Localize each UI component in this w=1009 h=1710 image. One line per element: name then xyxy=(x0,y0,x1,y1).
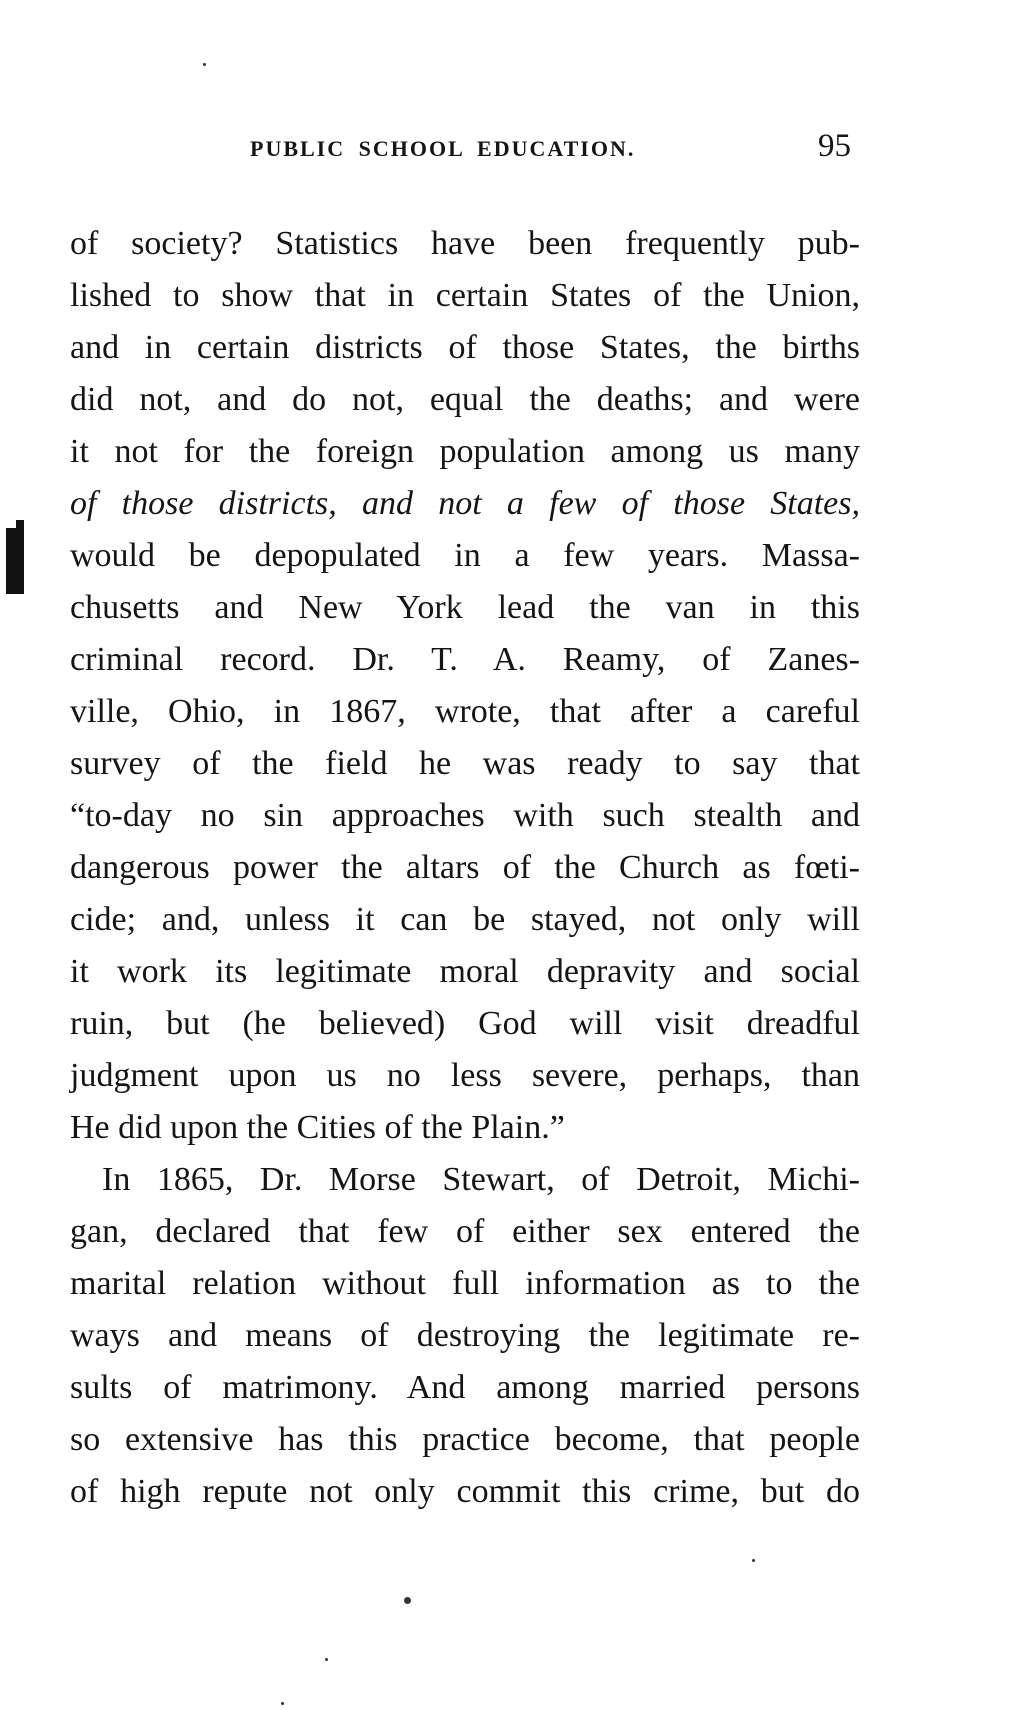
text-line: survey of the field he was ready to say that xyxy=(70,745,860,782)
running-title: PUBLIC SCHOOL EDUCATION. xyxy=(250,136,636,161)
ink-speck xyxy=(752,1559,755,1562)
text-line: would be depopulated in a few years. Massa- xyxy=(70,537,860,574)
page-body-text xyxy=(70,218,860,1518)
ink-speck xyxy=(281,1702,284,1705)
text-line: criminal record. Dr. T. A. Reamy, of Zanes- xyxy=(70,641,860,678)
ink-speck xyxy=(203,63,206,66)
text-line: it not for the foreign population among us many xyxy=(70,433,860,470)
text-line: of high repute not only commit this crime, but do xyxy=(70,1473,860,1510)
text-line: gan, declared that few of either sex entered the xyxy=(70,1213,860,1250)
text-line: chusetts and New York lead the van in this xyxy=(70,589,860,626)
text-line: did not, and do not, equal the deaths; and were xyxy=(70,381,860,418)
text-line: so extensive has this practice become, that people xyxy=(70,1421,860,1458)
page-number: 95 xyxy=(818,128,851,164)
text-line: it work its legitimate moral depravity and social xyxy=(70,953,860,990)
text-line: of society? Statistics have been frequently pub- xyxy=(70,225,860,262)
text-line: ville, Ohio, in 1867, wrote, that after a careful xyxy=(70,693,860,730)
text-line: In 1865, Dr. Morse Stewart, of Detroit, Michi- xyxy=(102,1161,860,1198)
text-line: dangerous power the altars of the Church as fœti- xyxy=(70,849,860,886)
text-line: of those districts, and not a few of those States, xyxy=(70,485,860,522)
text-line: judgment upon us no less severe, perhaps, than xyxy=(70,1057,860,1094)
text-line: cide; and, unless it can be stayed, not only will xyxy=(70,901,860,938)
ink-speck xyxy=(404,1597,411,1604)
text-line: ruin, but (he believed) God will visit dreadful xyxy=(70,1005,860,1042)
ink-speck xyxy=(325,1658,328,1661)
text-line: and in certain districts of those States, the births xyxy=(70,329,860,366)
text-line: sults of matrimony. And among married persons xyxy=(70,1369,860,1406)
margin-ink-mark xyxy=(6,520,24,594)
text-line: He did upon the Cities of the Plain.” xyxy=(70,1109,565,1146)
text-line: lished to show that in certain States of the Union, xyxy=(70,277,860,314)
text-line: “to-day no sin approaches with such stealth and xyxy=(70,797,860,834)
text-line: marital relation without full information as to the xyxy=(70,1265,860,1302)
text-line: ways and means of destroying the legitimate re- xyxy=(70,1317,860,1354)
